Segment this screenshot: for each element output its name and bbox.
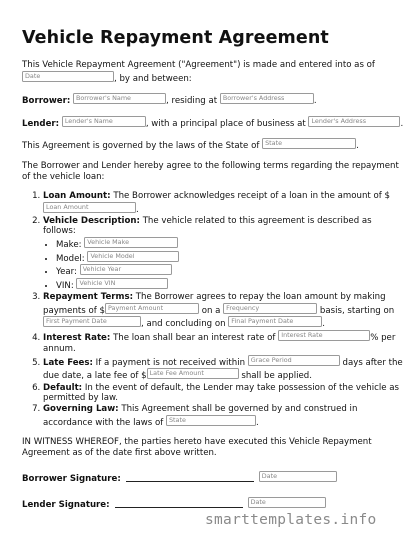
lender-signature-row bbox=[22, 497, 404, 511]
governed-paragraph bbox=[22, 138, 404, 152]
first-payment-date-field[interactable]: First Payment Date bbox=[43, 316, 141, 327]
borrower-name-field[interactable]: Borrower's Name bbox=[73, 93, 166, 104]
borrower-address-field[interactable]: Borrower's Address bbox=[220, 93, 314, 104]
vehicle-description-label: Vehicle Description: bbox=[43, 215, 140, 226]
vehicle-make-item bbox=[56, 237, 404, 251]
lender-mid-text: , with a principal place of business at bbox=[145, 118, 306, 129]
loan-amount-field[interactable]: Loan Amount bbox=[43, 202, 136, 213]
vehicle-model-item bbox=[56, 251, 404, 265]
borrower-signature-label: Borrower Signature: bbox=[22, 473, 121, 484]
vehicle-year-field[interactable]: Vehicle Year bbox=[80, 264, 172, 275]
borrower-signature-date-field[interactable]: Date bbox=[259, 471, 337, 482]
lender-end-text: . bbox=[400, 118, 404, 129]
final-payment-date-field[interactable]: Final Payment Date bbox=[228, 316, 322, 327]
repayment-text-4: , and concluding on bbox=[141, 319, 226, 330]
interest-rate-end: % per annum. bbox=[43, 333, 396, 354]
payment-amount-field[interactable]: Payment Amount bbox=[105, 303, 199, 314]
vehicle-vin-label: VIN: bbox=[56, 280, 74, 291]
lender-signature-date-field[interactable]: Date bbox=[248, 497, 326, 508]
vehicle-make-field[interactable]: Vehicle Make bbox=[84, 237, 178, 248]
document-title: Vehicle Repayment Agreement bbox=[22, 28, 329, 48]
borrower-line bbox=[22, 93, 404, 107]
term-late-fees bbox=[43, 355, 404, 382]
interest-rate-text: The loan shall bear an interest rate of bbox=[113, 333, 276, 344]
loan-amount-end: . bbox=[136, 204, 139, 215]
grace-period-field[interactable]: Grace Period bbox=[248, 355, 340, 366]
agree-paragraph: The Borrower and Lender hereby agree to the following terms regarding the repayment of the vehicle loan: bbox=[22, 160, 399, 182]
vehicle-details-list bbox=[43, 237, 404, 291]
interest-rate-field[interactable]: Interest Rate bbox=[278, 330, 370, 341]
site-watermark: smarttemplates.info bbox=[205, 512, 377, 528]
term-interest-rate bbox=[43, 330, 404, 354]
vehicle-year-label: Year: bbox=[56, 267, 77, 278]
default-label: Default: bbox=[43, 382, 83, 393]
agreement-date-field[interactable]: Date bbox=[22, 71, 114, 82]
lender-signature-line[interactable] bbox=[115, 507, 243, 508]
repayment-end: . bbox=[322, 319, 326, 330]
lender-label: Lender: bbox=[22, 118, 60, 129]
witness-paragraph: IN WITNESS WHEREOF, the parties hereto have executed this Vehicle Repayment Agreement as of the date first above written. bbox=[22, 437, 372, 459]
vehicle-vin-field[interactable]: Vehicle VIN bbox=[76, 278, 168, 289]
borrower-signature-line[interactable] bbox=[126, 481, 254, 482]
vehicle-description-text: The vehicle related to this agreement is described as follows: bbox=[43, 215, 372, 237]
governing-law-end: . bbox=[255, 417, 259, 428]
governing-law-label: Governing Law: bbox=[43, 404, 119, 415]
governed-text: This Agreement is governed by the laws of the State of bbox=[22, 141, 260, 152]
repayment-text-1: The Borrower agrees to repay the loan amount by making payments of $ bbox=[43, 291, 386, 316]
repayment-text-3: basis, starting on bbox=[319, 305, 395, 316]
late-fees-label: Late Fees: bbox=[43, 357, 93, 368]
term-default bbox=[43, 383, 404, 404]
default-text: In the event of default, the Lender may take possession of the vehicle as permitted by law. bbox=[43, 382, 399, 404]
vehicle-vin-item bbox=[56, 278, 404, 292]
loan-amount-label: Loan Amount: bbox=[43, 191, 111, 202]
lender-name-field[interactable]: Lender's Name bbox=[62, 116, 146, 127]
late-fees-text-1: If a payment is not received within bbox=[95, 357, 246, 368]
late-fees-end: shall be applied. bbox=[241, 371, 312, 382]
term-repayment-terms bbox=[43, 292, 404, 330]
agreement-document bbox=[22, 28, 404, 524]
repayment-text-2: on a bbox=[201, 305, 221, 316]
loan-amount-text: The Borrower acknowledges receipt of a loan in the amount of $ bbox=[113, 191, 391, 202]
lender-address-field[interactable]: Lender's Address bbox=[308, 116, 400, 127]
interest-rate-label: Interest Rate: bbox=[43, 333, 111, 344]
repayment-terms-label: Repayment Terms: bbox=[43, 291, 134, 302]
governed-end-text: . bbox=[356, 141, 359, 152]
late-fee-amount-field[interactable]: Late Fee Amount bbox=[147, 368, 239, 379]
governing-law-text: This Agreement shall be governed by and construed in accordance with the laws of bbox=[43, 404, 358, 428]
term-loan-amount bbox=[43, 191, 404, 215]
intro-after-text: , by and between: bbox=[114, 73, 192, 84]
vehicle-year-item bbox=[56, 264, 404, 278]
frequency-field[interactable]: Frequency bbox=[223, 303, 317, 314]
vehicle-make-label: Make: bbox=[56, 240, 82, 251]
intro-paragraph bbox=[22, 60, 404, 84]
term-governing-law bbox=[43, 404, 404, 428]
vehicle-model-label: Model: bbox=[56, 253, 85, 264]
borrower-signature-row bbox=[22, 471, 404, 485]
borrower-mid-text: , residing at bbox=[166, 96, 218, 107]
lender-line bbox=[22, 116, 404, 130]
governing-state-field[interactable]: State bbox=[262, 138, 356, 149]
borrower-label: Borrower: bbox=[22, 96, 71, 107]
terms-list bbox=[22, 191, 404, 428]
intro-text: This Vehicle Repayment Agreement ("Agreement") is made and entered into as of bbox=[22, 60, 375, 70]
vehicle-model-field[interactable]: Vehicle Model bbox=[87, 251, 179, 262]
lender-signature-label: Lender Signature: bbox=[22, 500, 110, 511]
borrower-end-text: . bbox=[313, 96, 317, 107]
governing-law-state-field[interactable]: State bbox=[166, 415, 256, 426]
term-vehicle-description bbox=[43, 216, 404, 292]
late-fees-text-2: days after the due date, a late fee of $ bbox=[43, 357, 403, 382]
